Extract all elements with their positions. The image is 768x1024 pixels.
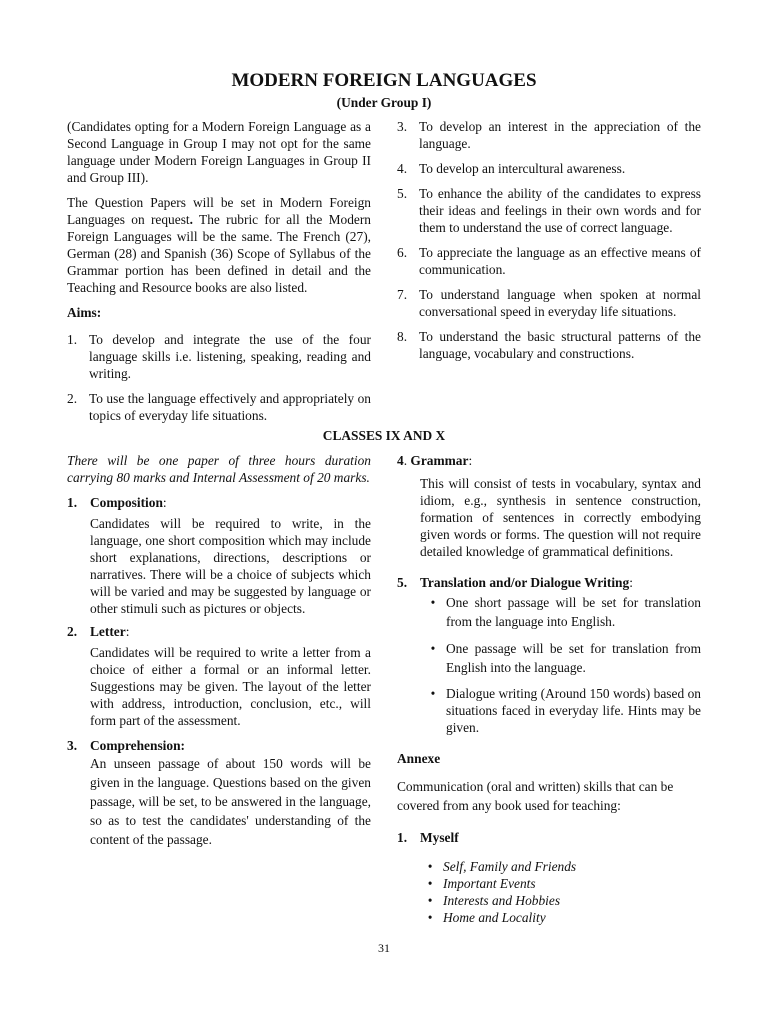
translation-bullet-text: One short passage will be set for translation from the language into English. xyxy=(446,595,701,629)
bullet-icon: • xyxy=(427,859,433,874)
bullet-icon: • xyxy=(427,893,433,908)
grammar-title xyxy=(397,452,472,469)
bullet-icon: • xyxy=(430,641,436,656)
letter-title xyxy=(90,623,129,640)
myself-bullet-text: Interests and Hobbies xyxy=(443,893,561,908)
aim-item xyxy=(397,118,701,152)
bullet-icon: • xyxy=(430,686,436,701)
aim-text: To understand the basic structural patterns of the language, vocabulary and constructions. xyxy=(419,329,701,361)
aim-item xyxy=(397,185,701,236)
intro-papers-b: The rubric for all the Modern Foreign Languages will be the same. The French (27), German (28) and Spanish (36) Scope of Syllabus of the Grammar portion has been defined in detail and the Teaching and Resource books are also listed. xyxy=(67,212,371,295)
intro-column xyxy=(67,118,371,424)
composition-title-text: Composition xyxy=(90,495,163,510)
aim-text: To develop an interest in the appreciation of the language. xyxy=(419,119,701,151)
aim-text: To appreciate the language as an effective means of communication. xyxy=(419,245,701,277)
myself-bullet xyxy=(417,892,701,909)
paper-note: There will be one paper of three hours duration carrying 80 marks and Internal Assessment of 20 marks. xyxy=(67,453,371,485)
page-number: 31 xyxy=(378,941,390,955)
aim-item xyxy=(397,244,701,278)
aim-number: 5. xyxy=(397,186,408,201)
aim-text: To develop and integrate the use of the four language skills i.e. listening, speaking, reading and writing. xyxy=(89,332,371,381)
aim-text: To use the language effectively and appropriately on topics of everyday life situations. xyxy=(89,391,371,423)
bullet-icon: • xyxy=(430,595,436,610)
translation-bullet xyxy=(420,639,701,677)
annexe-heading: Annexe xyxy=(397,751,441,766)
composition-title xyxy=(90,494,167,511)
comprehension-heading xyxy=(67,737,371,754)
translation-bullet-text: Dialogue writing (Around 150 words) based on situations faced in everyday life. Hints may be given. xyxy=(446,686,701,735)
myself-bullet-text: Home and Locality xyxy=(443,910,546,925)
grammar-dot: . xyxy=(403,453,408,468)
grammar-colon: : xyxy=(468,453,473,468)
composition-heading xyxy=(67,494,371,511)
aim-item xyxy=(397,160,701,177)
aim-number: 7. xyxy=(397,287,408,302)
letter-colon: : xyxy=(125,624,130,639)
translation-number: 5. xyxy=(397,575,408,590)
myself-number: 1. xyxy=(397,830,408,845)
translation-bullet-text: One passage will be set for translation from English into the language. xyxy=(446,641,701,675)
composition-body: Candidates will be required to write, in the language, one short composition which may include short explanations, directions, descriptions or narratives. There will be a choice of subjects which will be varied and may be suggested by language or other stimuli such as pictures or objects. xyxy=(90,516,371,616)
myself-title: Myself xyxy=(420,830,459,845)
aim-number: 8. xyxy=(397,329,408,344)
aim-number: 2. xyxy=(67,391,78,406)
myself-bullet xyxy=(417,875,701,892)
translation-title-text: Translation and/or Dialogue Writing xyxy=(420,575,630,590)
aim-text: To understand language when spoken at normal conversational speed in everyday life situations. xyxy=(419,287,701,319)
comprehension-body: An unseen passage of about 150 words will be given in the language. Questions based on the given passage, will be set, to be answered in the language, so as to test the candidates' understanding of the content of the passage. xyxy=(90,756,371,847)
aim-number: 1. xyxy=(67,332,78,347)
aims-heading: Aims: xyxy=(67,305,102,320)
aim-number: 4. xyxy=(397,161,408,176)
myself-bullet xyxy=(417,858,701,875)
page-title: MODERN FOREIGN LANGUAGES xyxy=(231,70,537,91)
comprehension-title: Comprehension: xyxy=(90,738,185,753)
classes-heading: CLASSES IX AND X xyxy=(322,428,446,443)
aim-text: To enhance the ability of the candidates to express their ideas and feelings in their own words and for them to understand the use of correct language. xyxy=(419,186,701,235)
myself-heading xyxy=(397,829,701,846)
grammar-title-text: Grammar xyxy=(410,453,469,468)
intro-papers-dot: . xyxy=(189,212,193,227)
aim-item xyxy=(397,328,701,362)
intro-note: (Candidates opting for a Modern Foreign Language as a Second Language in Group I may not opt for the same language under Modern Foreign Languages in Group II and Group III). xyxy=(67,119,371,185)
grammar-number: 4 xyxy=(397,453,404,468)
myself-bullet-text: Self, Family and Friends xyxy=(443,859,577,874)
translation-bullet xyxy=(420,593,701,631)
aim-item xyxy=(397,286,701,320)
classes-column-left xyxy=(67,452,371,849)
translation-colon: : xyxy=(629,575,633,590)
grammar-body: This will consist of tests in vocabulary, syntax and idiom, e.g., synthesis in sentence construction, formation of sentences in correctly embodying given words or forms. The question will not require detailed knowledge of grammatical definitions. xyxy=(420,476,701,559)
letter-body: Candidates will be required to write a letter from a choice of either a formal or an informal letter. Suggestions may be given. The layout of the letter with address, introduction, conclusion, etc., will form part of the assessment. xyxy=(90,645,371,728)
translation-bullet xyxy=(420,685,701,736)
intro-papers xyxy=(67,194,371,296)
translation-title xyxy=(420,574,633,591)
translation-bullets xyxy=(397,593,701,736)
comprehension-number: 3. xyxy=(67,738,78,753)
classes-column-right xyxy=(397,452,701,926)
aim-item xyxy=(67,390,371,424)
translation-heading xyxy=(397,574,701,591)
myself-bullet xyxy=(417,909,701,926)
aim-text: To develop an intercultural awareness. xyxy=(419,161,626,176)
bullet-icon: • xyxy=(427,876,433,891)
page-subtitle: (Under Group I) xyxy=(336,95,432,110)
annexe-body: Communication (oral and written) skills that can be covered from any book used for teaching: xyxy=(397,779,674,813)
bullet-icon: • xyxy=(427,910,433,925)
intro-papers-a: The Question Papers will be set in Modern Foreign Languages on request xyxy=(67,195,371,227)
myself-bullet-text: Important Events xyxy=(443,876,536,891)
aims-column-right xyxy=(397,118,701,362)
letter-heading xyxy=(67,623,371,640)
letter-title-text: Letter xyxy=(90,624,126,639)
composition-colon: : xyxy=(162,495,167,510)
composition-number: 1. xyxy=(67,495,78,510)
grammar-heading xyxy=(397,452,701,469)
aim-number: 6. xyxy=(397,245,408,260)
myself-bullets xyxy=(397,858,701,926)
aim-item xyxy=(67,331,371,382)
letter-number: 2. xyxy=(67,624,78,639)
aim-number: 3. xyxy=(397,119,408,134)
